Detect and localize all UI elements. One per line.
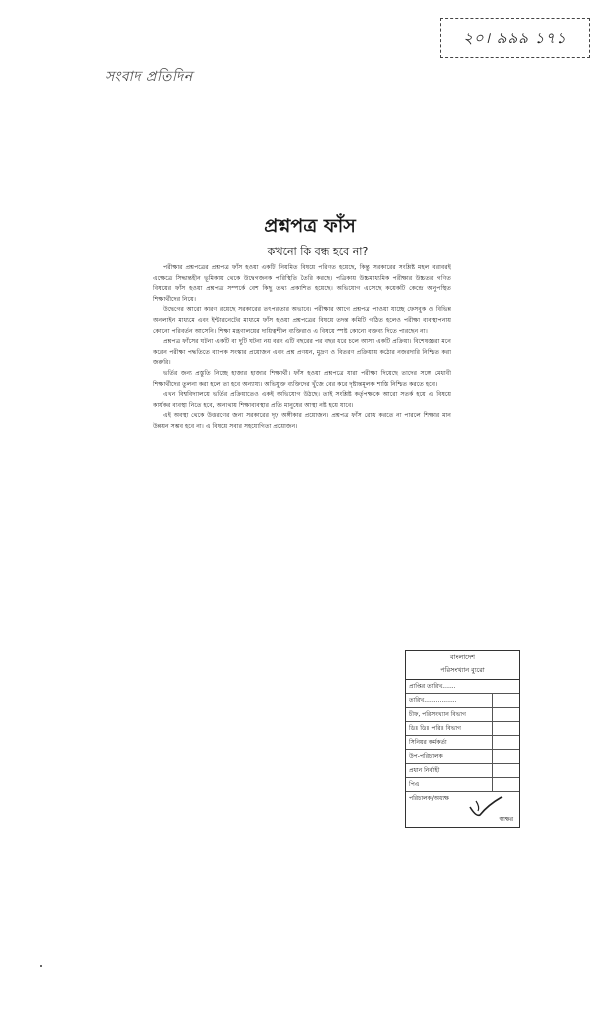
routing-row [406, 694, 519, 708]
routing-row-label: ডিঃ ডিঃ পরিঃ বিভাগ [409, 725, 461, 732]
routing-header-line1: বাংলাদেশ [450, 653, 475, 661]
routing-row-label: সিনিয়র কর্মকর্তা [409, 739, 447, 746]
routing-row-cell [492, 764, 519, 777]
routing-row-cell [492, 750, 519, 763]
article-paragraph: এখন বিশ্ববিদ্যালয়ে ভর্তির প্রক্রিয়াতেও একই অভিযোগ উঠছে। তাই সংশ্লিষ্ট কর্তৃপক্ষকে আরো সতর্ক হয়ে এ বিষয়ে কার্যকর ব্যবস্থা নিতে হবে, অন্যথায় শিক্ষাব্যবস্থার প্রতি মানুষের আস্থা নষ্ট হয়ে যাবে। [153, 391, 451, 409]
routing-row [406, 722, 519, 736]
routing-row-label: প্রধান নির্বাহী [409, 767, 440, 774]
routing-row-label: তারিখ................. [409, 697, 457, 704]
reference-stamp: ২০। ৯৯৯ ১৭১ [440, 18, 590, 58]
routing-row-cell [492, 708, 519, 721]
routing-row-cell [492, 778, 519, 791]
routing-row-cell [492, 722, 519, 735]
routing-row-cell [492, 694, 519, 707]
routing-row-label: পরিচালক/অধ্যক্ষ [409, 795, 449, 802]
routing-row-label: চীফ, পরিসংখ্যান বিভাগ [409, 711, 466, 718]
article-paragraph: উদ্বেগের আরো কারণ রয়েছে সরকারের তৎপরতার অভাবে। পরীক্ষার আগে প্রশ্নপত্র পাওয়া যাচ্ছে ফেসবুক ও বিভিন্ন অনলাইন মাধ্যমে এবং ইন্টারনেটের মাধ্যমে ফাঁস হওয়া প্রশ্নপত্রের বিষয়ে তদন্ত কমিটি গঠিত হলেও পরীক্ষা ব্যবস্থাপনায় কোনো পরিবর্তন আসেনি। শিক্ষা মন্ত্রণালয়ের দায়িত্বশীল ব্যক্তিরাও এ বিষয়ে স্পষ্ট কোনো বক্তব্য দিতে পারছেন না। [153, 306, 451, 335]
routing-row-label: পিএ [409, 781, 420, 788]
routing-table-header [406, 651, 519, 680]
routing-footer [406, 793, 519, 827]
routing-row [406, 778, 519, 792]
routing-row-cell [492, 736, 519, 749]
routing-row-label: উপ-পরিচালক [409, 753, 443, 760]
routing-header-line2: পরিসংখ্যান ব্যুরো [440, 666, 485, 674]
routing-row [406, 736, 519, 750]
routing-date-line [406, 680, 519, 694]
routing-row [406, 764, 519, 778]
article-paragraph: পরীক্ষার প্রশ্নপত্রের প্রশ্নপত্র ফাঁস হওয়া একটি নিয়মিত বিষয়ে পরিণত হয়েছে, কিন্তু সরকারের সংশ্লিষ্ট মহল বরাবরই এক্ষেত্রে সিদ্ধান্তহীন ভূমিকায় থেকে উদ্বেগজনক পরিস্থিতি তৈরি করছে। পত্রিকায় উচ্চমাধ্যমিক পরীক্ষার উচ্চতর গণিত বিষয়ের ফাঁস হওয়া প্রশ্নপত্র সম্পর্কে বেশ কিছু তথ্য প্রকাশিত হয়েছে। অভিযোগ এসেছে কয়েকটি কেন্দ্রে অনুপস্থিত শিক্ষার্থীদের নিয়ে। [153, 264, 451, 303]
routing-footer-label: স্বাক্ষর [499, 816, 513, 823]
routing-row [406, 750, 519, 764]
routing-row [406, 708, 519, 722]
source-handwriting: সংবাদ প্রতিদিন [105, 69, 193, 85]
article-paragraph: ভর্তির জন্য প্রস্তুতি নিচ্ছে হাজার হাজার শিক্ষার্থী। ফাঁস হওয়া প্রশ্নপত্রে যারা পরীক্ষা দিয়েছে তাদের সঙ্গে মেধাবী শিক্ষার্থীদের তুলনা করা হলে তা হবে অন্যায্য। অভিযুক্ত ব্যক্তিদের খুঁজে বের করে দৃষ্টান্তমূলক শাস্তি নিশ্চিত করতে হবে। [153, 369, 451, 388]
scan-speck [40, 965, 42, 967]
article-paragraph: প্রশ্নপত্র ফাঁসের ঘটনা একটি বা দুটি ঘটনা নয় বরং এটি বছরের পর বছর ধরে চলে আসা একটি প্রক্রিয়া। বিশেষজ্ঞরা মনে করেন পরীক্ষা পদ্ধতিতে ব্যাপক সংস্কার প্রয়োজন এবং প্রশ্ন প্রণয়ন, মুদ্রণ ও বিতরণ প্রক্রিয়ায় কঠোর নজরদারি নিশ্চিত করা জরুরি। [153, 338, 451, 367]
article-headline: প্রশ্নপত্র ফাঁস [264, 215, 356, 237]
routing-table [405, 650, 520, 828]
article-paragraph: এই অবস্থা থেকে উত্তরণের জন্য সরকারের দৃঢ় অঙ্গীকার প্রয়োজন। প্রশ্নপত্র ফাঁস রোধ করতে না পারলে শিক্ষার মান উন্নয়ন সম্ভব হবে না। এ বিষয়ে সবার সহযোগিতা প্রয়োজন। [153, 412, 451, 430]
article-body [153, 263, 451, 433]
article-subheadline: কখনো কি বন্ধ হবে না? [267, 245, 369, 258]
routing-row-label: প্রাপ্তির তারিখ....... [409, 683, 456, 690]
